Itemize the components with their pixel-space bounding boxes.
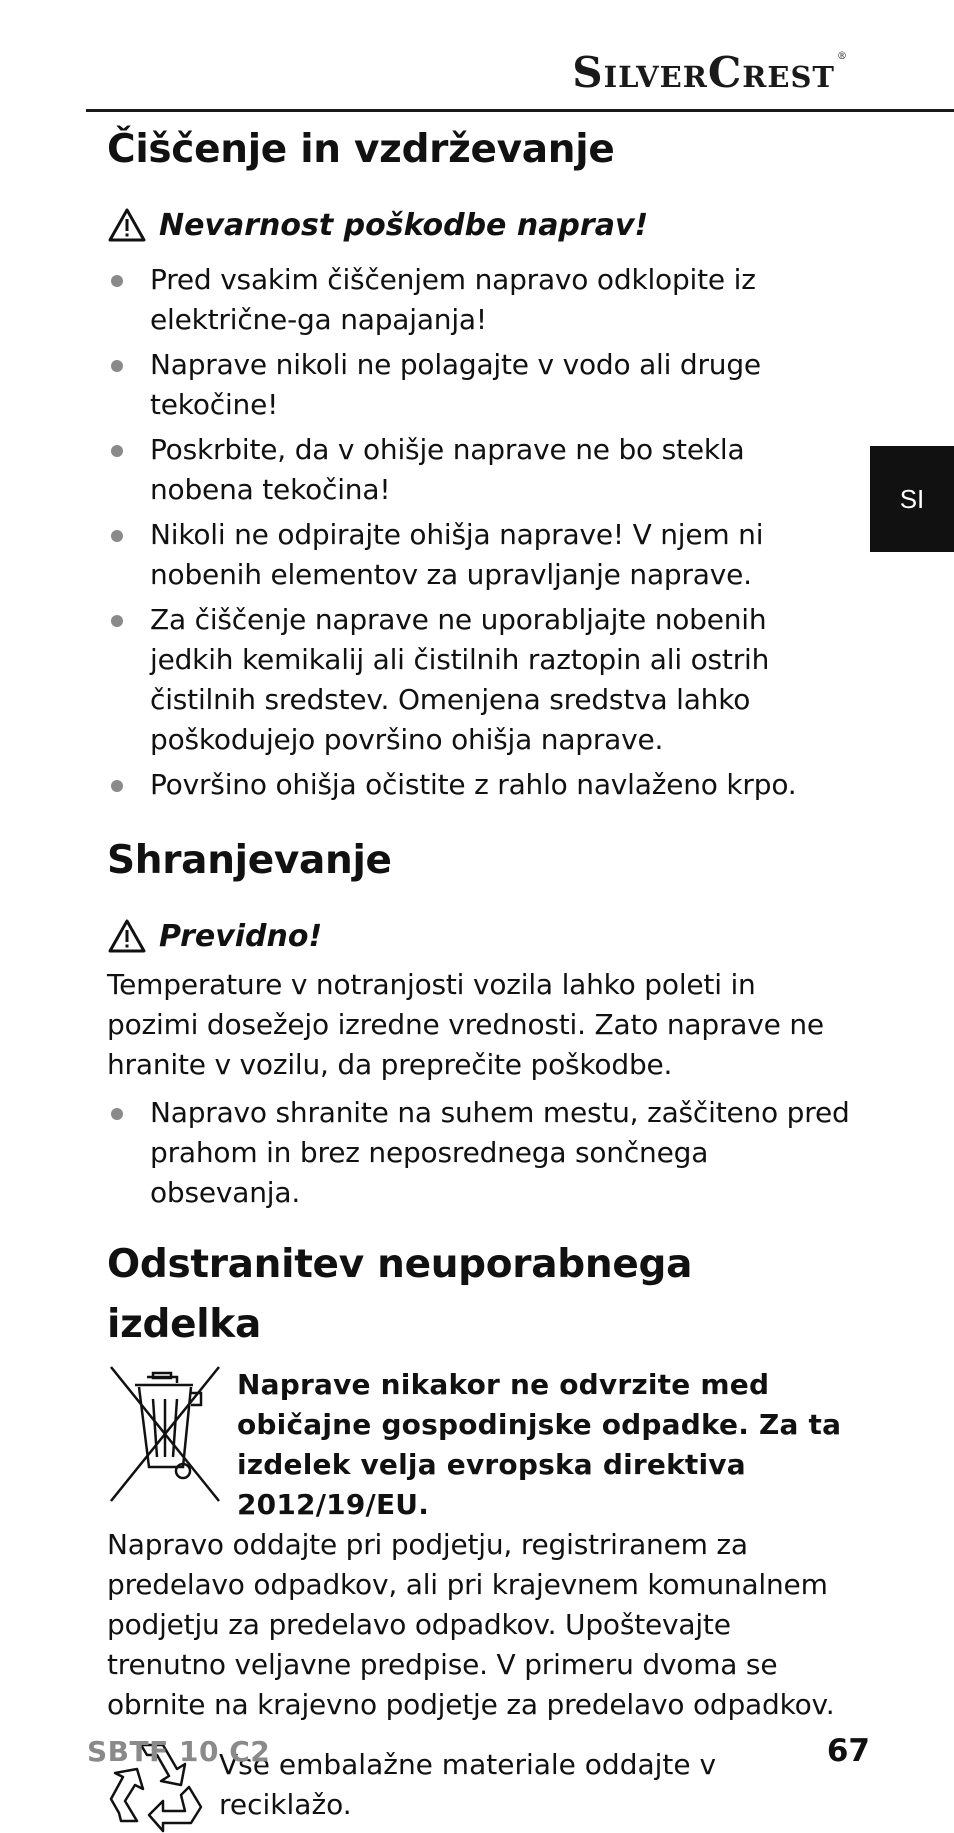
list-item: Napravo shranite na suhem mestu, zaščiteno pred prahom in brez neposrednega sončnega obsevanja. [107, 1093, 851, 1213]
disposal-paragraph: Napravo oddajte pri podjetju, registriranem za predelavo odpadkov, ali pri krajevnem komunalnem podjetju za predelavo odpadkov. Upoštevajte trenutno veljavne predpise. V primeru dvoma se obrnite na krajevno podjetje za predelavo odpadkov. [107, 1528, 835, 1721]
bullet-dot [111, 530, 123, 542]
warning-cleaning [107, 200, 851, 250]
list-item: Nikoli ne odpirajte ohišja naprave! V njem ni nobenih elementov za upravljanje naprave. [107, 515, 851, 595]
bullet-dot [111, 360, 123, 372]
list-item: Za čiščenje naprave ne uporabljajte nobenih jedkih kemikalij ali čistilnih raztopin ali ostrih čistilnih sredstev. Omenjena sredstva lahko poškodujejo površino ohišja naprave. [107, 600, 851, 760]
storage-paragraph: Temperature v notranjosti vozila lahko poleti in pozimi dosežejo izredne vrednosti. Zato naprave ne hranite v vozilu, da preprečite poškodbe. [107, 968, 824, 1081]
list-item: Pred vsakim čiščenjem napravo odklopite iz električne-ga napajanja! [107, 260, 851, 340]
registered-mark: ® [837, 51, 848, 62]
heading-cleaning: Čiščenje in vzdrževanje [107, 127, 615, 172]
header-rule [86, 109, 954, 112]
warning-triangle-icon [107, 918, 147, 954]
bullet-dot [111, 1108, 123, 1120]
bullet-dot [111, 445, 123, 457]
storage-bullet-list [107, 1093, 851, 1213]
page-content [107, 118, 851, 1833]
disposal-notice [107, 1363, 851, 1525]
brand-logo: SilverCrest ® [572, 48, 848, 97]
heading-disposal: Odstranitev neuporabnega izdelka [107, 1242, 693, 1347]
warning-storage [107, 911, 851, 961]
bullet-dot [111, 275, 123, 287]
warning-storage-text: Previdno! [159, 918, 323, 954]
disposal-bold-notice: Naprave nikakor ne odvrzite med običajne gospodinjske odpadke. Za ta izdelek velja evropska direktiva 2012/19/EU. [237, 1368, 842, 1521]
heading-storage: Shranjevanje [107, 838, 392, 883]
list-item: Naprave nikoli ne polagajte v vodo ali druge tekočine! [107, 345, 851, 425]
bullet-dot [111, 615, 123, 627]
warning-cleaning-text: Nevarnost poškodbe naprav! [159, 207, 649, 243]
list-item: Površino ohišja očistite z rahlo navlaženo krpo. [107, 765, 851, 805]
page-number: 67 [826, 1733, 870, 1769]
list-item: Poskrbite, da v ohišje naprave ne bo stekla nobena tekočina! [107, 430, 851, 510]
bullet-dot [111, 780, 123, 792]
crossed-out-wheelie-bin-icon [105, 1363, 225, 1513]
footer-model: SBTF 10 C2 [87, 1735, 271, 1768]
language-tab: SI [870, 446, 954, 552]
cleaning-bullet-list [107, 260, 851, 805]
recycle-text: Vse embalažne materiale oddajte v reciklažo. [219, 1748, 717, 1821]
warning-triangle-icon [107, 207, 147, 243]
